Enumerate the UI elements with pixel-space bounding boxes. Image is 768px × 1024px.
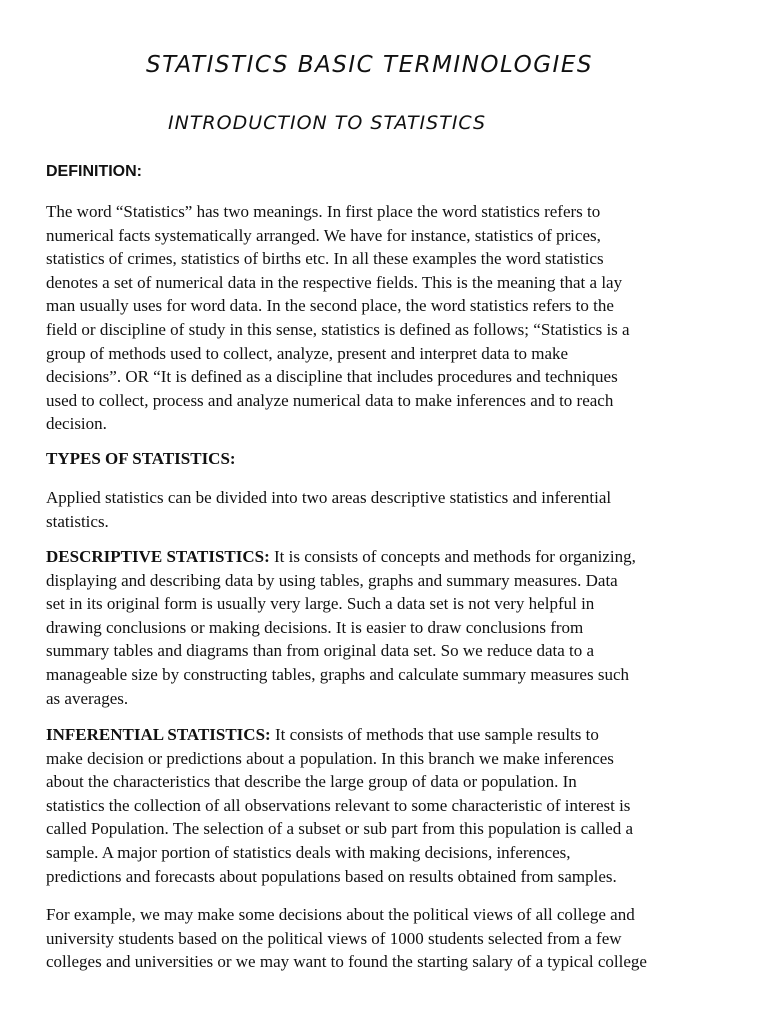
types-heading: TYPES OF STATISTICS: bbox=[46, 449, 236, 468]
descriptive-heading: DESCRIPTIVE STATISTICS: bbox=[46, 547, 270, 566]
descriptive-paragraph bbox=[46, 545, 736, 710]
document-title: STATISTICS BASIC TERMINOLOGIES bbox=[146, 52, 593, 78]
inferential-heading: INFERENTIAL STATISTICS: bbox=[46, 725, 271, 744]
inferential-paragraph bbox=[46, 723, 736, 888]
inferential-text: It consists of methods that use sample results to make decision or predictions about a population. In this branch we make inferences about the characteristics that describe the large group of data or population. In statistics the collection of all observations relevant to some characteristic of interest is called Population. The selection of a subset or sub part from this population is called a sample. A major portion of statistics deals with making decisions, inferences, predictions and forecasts about populations based on results obtained from samples. bbox=[46, 725, 633, 886]
document-subtitle: INTRODUCTION TO STATISTICS bbox=[168, 112, 487, 134]
definition-heading: DEFINITION: bbox=[46, 163, 142, 180]
types-paragraph: Applied statistics can be divided into two areas descriptive statistics and inferential statistics. bbox=[46, 488, 612, 531]
definition-paragraph: The word “Statistics” has two meanings. In first place the word statistics refers to numerical facts systematically arranged. We have for instance, statistics of prices, statistics of crimes, statistics of births etc. In all these examples the word statistics denotes a set of numerical data in the respective fields. This is the meaning that a lay man usually uses for word data. In the second place, the word statistics refers to the field or discipline of study in this sense, statistics is defined as follows; “Statistics is a group of methods used to collect, analyze, present and interpret data to make decisions”. OR “It is defined as a discipline that includes procedures and techniques used to collect, process and analyze numerical data to make inferences and to reach decision. bbox=[46, 202, 630, 434]
example-paragraph: For example, we may make some decisions about the political views of all college and university students based on the political views of 1000 students selected from a few colleges and universities or we may want to found the starting salary of a typical college bbox=[46, 905, 647, 972]
descriptive-text: It is consists of concepts and methods for organizing, displaying and describing data by using tables, graphs and summary measures. Data set in its original form is usually very large. Such a data set is not very helpful in drawing conclusions or making decisions. It is easier to draw conclusions from summary tables and diagrams than from original data set. So we reduce data to a manageable size by constructing tables, graphs and calculate summary measures such as averages. bbox=[46, 547, 636, 708]
